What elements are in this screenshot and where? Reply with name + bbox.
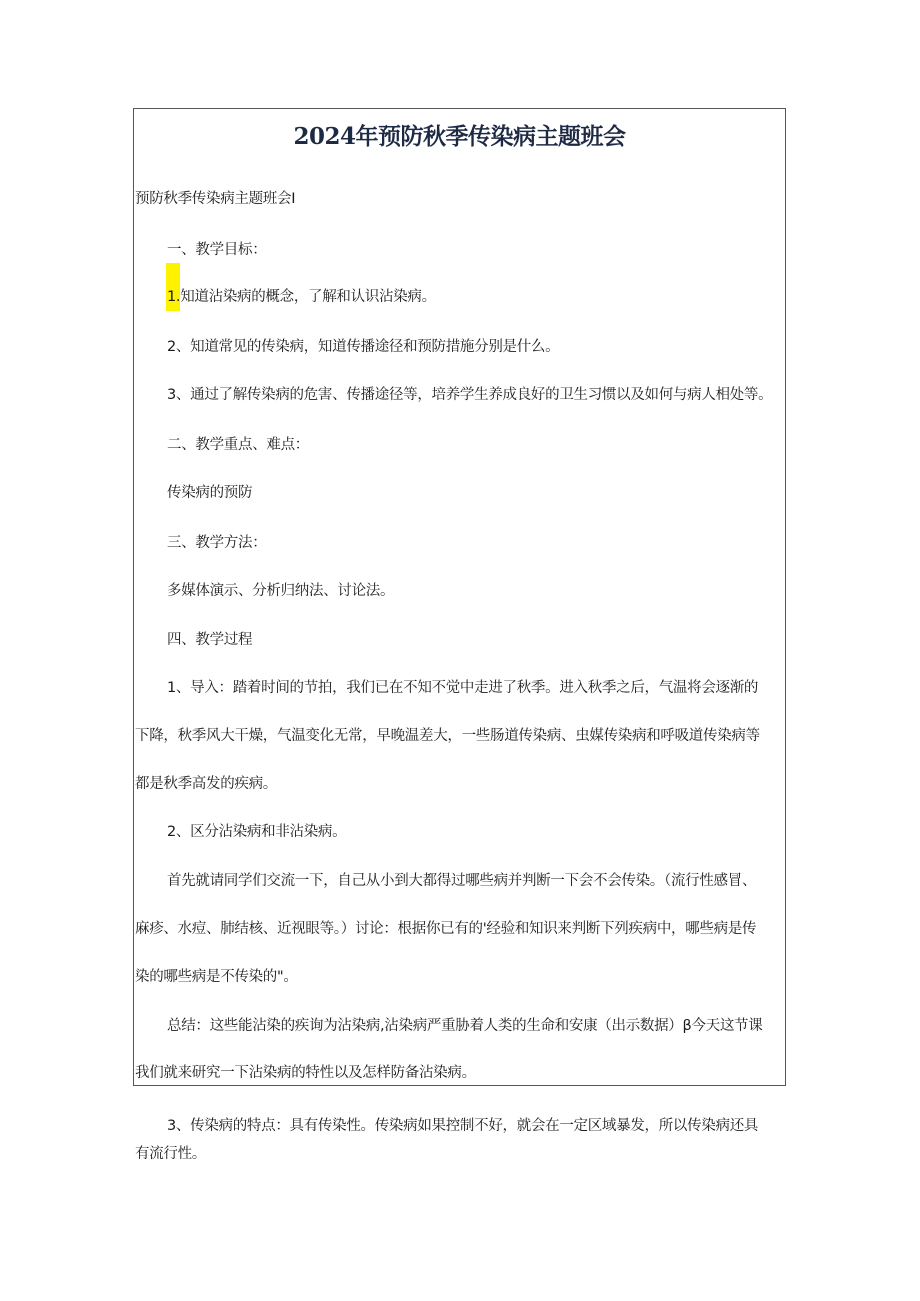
discussion-line: 染的哪些病是不传染的"。 bbox=[135, 969, 298, 985]
key-points-text: 传染病的预防 bbox=[167, 485, 253, 501]
discussion-line: 首先就请同学们交流一下，自己从小到大都得过哪些病并判断一下会不会传染。（流行性感冒、 bbox=[167, 873, 757, 889]
process-1-line: 下降，秋季风大干燥，气温变化无常，早晚温差大，一些肠道传染病、虫媒传染病和呼吸道传染病等 bbox=[135, 728, 760, 744]
process-heading: 四、教学过程 bbox=[167, 632, 253, 648]
summary-line: 总结：这些能沾染的疾询为沾染病,沾染病严重胁着人类的生命和安康（出示数据）β今天这节课 bbox=[167, 1018, 763, 1034]
methods-heading: 三、教学方法： bbox=[167, 535, 267, 551]
process-1-line: 1、导入：踏着时间的节拍，我们已在不知不觉中走进了秋季。进入秋季之后，气温将会逐渐的 bbox=[167, 680, 759, 696]
objective-item: 1.知道沾染病的概念，了解和认识沾染病。 bbox=[167, 289, 436, 305]
process-1-line: 都是秋季高发的疾病。 bbox=[135, 776, 277, 792]
outside-line: 有流行性。 bbox=[135, 1146, 206, 1162]
key-points-heading: 二、教学重点、难点： bbox=[167, 437, 309, 453]
subtitle: 预防秋季传染病主题班会I bbox=[135, 191, 296, 207]
discussion-line: 麻疹、水痘、肺结核、近视眼等。）讨论：根据你已有的'经验和知识来判断下列疾病中，哪些病是传 bbox=[135, 921, 757, 937]
objectives-heading: 一、教学目标： bbox=[167, 242, 267, 258]
objective-item: 2、知道常见的传染病，知道传播途径和预防措施分别是什么。 bbox=[167, 339, 560, 355]
methods-text: 多媒体演示、分析归纳法、讨论法。 bbox=[167, 583, 395, 599]
objective-item: 3、通过了解传染病的危害、传播途径等，培养学生养成良好的卫生习惯以及如何与病人相处等。 bbox=[167, 387, 773, 403]
process-2-text: 2、区分沾染病和非沾染病。 bbox=[167, 824, 347, 840]
document-title: 2024年预防秋季传染病主题班会 bbox=[293, 123, 626, 150]
outside-line: 3、传染病的特点：具有传染性。传染病如果控制不好，就会在一定区域暴发，所以传染病还具 bbox=[167, 1118, 759, 1134]
summary-line: 我们就来研究一下沾染病的特性以及怎样防备沾染病。 bbox=[135, 1065, 476, 1081]
